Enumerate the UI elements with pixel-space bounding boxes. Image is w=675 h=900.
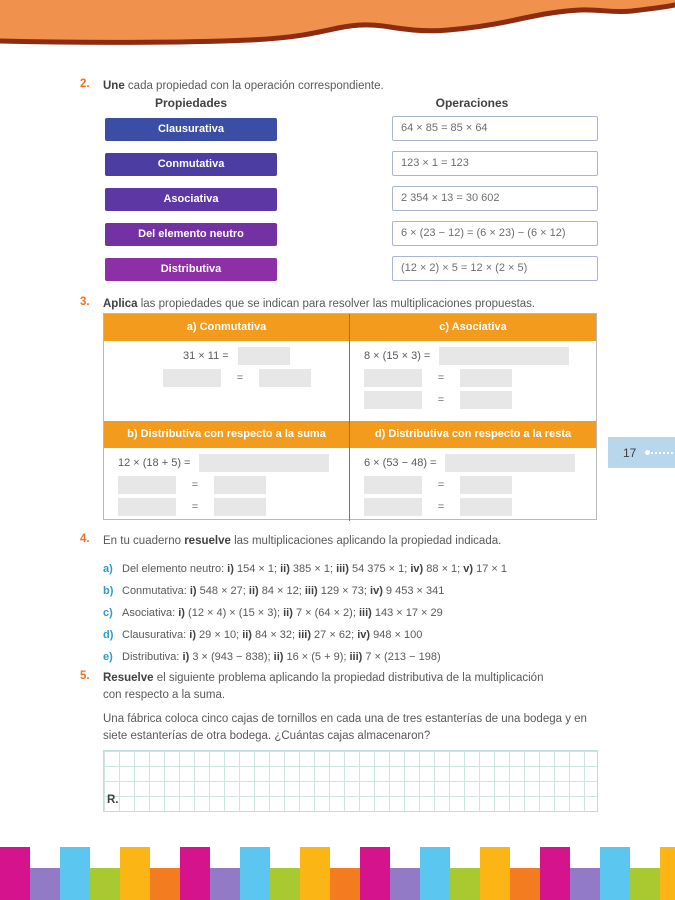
equals-sign: = (236, 372, 244, 384)
answer-grid (103, 750, 598, 812)
footer-bar (60, 847, 90, 900)
operations-column-title: Operaciones (435, 96, 509, 110)
footer-bar (270, 868, 300, 900)
property-button: Asociativa (105, 188, 277, 211)
equals-sign: = (437, 394, 445, 406)
item-text: Del elemento neutro: i) 154 × 1; ii) 385 × 1; iii) 54 375 × 1; iv) 88 × 1; v) 17 × 1 (122, 563, 508, 575)
answer-blank (199, 454, 329, 472)
answer-blank (163, 369, 221, 387)
item-letter: c) (103, 607, 113, 619)
item-text: Asociativa: i) (12 × 4) × (15 × 3); ii) 7 × (64 × 2); iii) 143 × 17 × 29 (122, 607, 443, 619)
footer-bar (570, 868, 600, 900)
item-letter: e) (103, 651, 113, 663)
footer-bar (390, 868, 420, 900)
exercise5-problem-text: Una fábrica coloca cinco cajas de tornillos en cada una de tres estanterías de una bodega y en siete estanterías de otra bodega. ¿Cuántas cajas almacenaron? (103, 713, 587, 742)
exercise5-intro: Resuelve el siguiente problema aplicando la propiedad distributiva de la multiplicación con respecto a la suma. (103, 672, 544, 701)
equation-row (350, 369, 596, 387)
equation-row (104, 476, 349, 494)
equation-row (104, 369, 349, 387)
item-text: Clausurativa: i) 29 × 10; ii) 84 × 32; iii) 27 × 62; iv) 948 × 100 (122, 629, 423, 641)
equation-row (104, 498, 349, 516)
answer-blank (460, 476, 512, 494)
equation-row (350, 391, 596, 409)
dotted-leader-line (651, 452, 673, 454)
item-letter: a) (103, 563, 113, 575)
spacer (118, 378, 154, 379)
item-letter: b) (103, 585, 114, 597)
operation-box: (12 × 2) × 5 = 12 × (2 × 5) (392, 256, 598, 281)
footer-bar (210, 868, 240, 900)
exercise2-number: 2. (80, 78, 90, 90)
property-button: Clausurativa (105, 118, 277, 141)
exercise4-item (103, 646, 608, 668)
exercise3-intro: Aplica las propiedades que se indican para resolver las multiplicaciones propuestas. (103, 298, 536, 310)
equation-row (350, 347, 596, 365)
exercise4-item (103, 602, 608, 624)
expression: 8 × (15 × 3) = (364, 350, 431, 362)
operation-box: 123 × 1 = 123 (392, 151, 598, 176)
table-header-b: b) Distributiva con respecto a la suma (104, 421, 350, 448)
equation-row (104, 347, 349, 365)
answer-blank (118, 498, 176, 516)
footer-bar (510, 868, 540, 900)
footer-bar (450, 868, 480, 900)
answer-blank (214, 498, 266, 516)
table-cell-c (350, 341, 596, 421)
table-header-d: d) Distributiva con respecto a la resta (350, 421, 596, 448)
footer-bar (150, 868, 180, 900)
footer-bar (630, 868, 660, 900)
footer-bar (330, 868, 360, 900)
answer-blank (364, 391, 422, 409)
properties-column-title: Propiedades (154, 96, 228, 110)
footer-bar (90, 868, 120, 900)
operation-box: 2 354 × 13 = 30 602 (392, 186, 598, 211)
equals-sign: = (437, 479, 445, 491)
exercise3-table (103, 313, 597, 520)
exercise4-number: 4. (80, 533, 90, 545)
exercise4-items (103, 558, 608, 668)
spacer (118, 356, 174, 357)
table-header-a: a) Conmutativa (104, 314, 350, 341)
exercise2-intro: Une cada propiedad con la operación correspondiente. (103, 80, 384, 92)
expression: 31 × 11 = (183, 350, 229, 362)
table-cell-d (350, 448, 596, 521)
exercise3-number: 3. (80, 296, 90, 308)
equation-row (350, 476, 596, 494)
operations-list (392, 116, 598, 291)
answer-blank (364, 369, 422, 387)
answer-blank (364, 476, 422, 494)
exercise4-item (103, 558, 608, 580)
footer-bar (0, 847, 30, 900)
exercise4-item (103, 580, 608, 602)
answer-blank (364, 498, 422, 516)
footer-bar (480, 847, 510, 900)
answer-blank (259, 369, 311, 387)
top-wave-decoration (0, 0, 675, 50)
equation-row (104, 454, 349, 472)
item-text: Conmutativa: i) 548 × 27; ii) 84 × 12; iii) 129 × 73; iv) 9 453 × 341 (122, 585, 445, 597)
footer-bar (120, 847, 150, 900)
footer-bar (360, 847, 390, 900)
page-number-tab (608, 437, 675, 468)
operation-box: 6 × (23 − 12) = (6 × 23) − (6 × 12) (392, 221, 598, 246)
answer-blank (214, 476, 266, 494)
equation-row (350, 498, 596, 516)
footer-bar (300, 847, 330, 900)
exercise4-intro: En tu cuaderno resuelve las multiplicaciones aplicando la propiedad indicada. (103, 535, 502, 547)
properties-list (105, 118, 277, 293)
answer-blank (460, 391, 512, 409)
expression: 12 × (18 + 5) = (118, 457, 191, 469)
dot-leader-icon (645, 450, 650, 455)
exercise5-number: 5. (80, 670, 90, 682)
footer-bar (420, 847, 450, 900)
page-number: 17 (623, 445, 637, 460)
answer-label: R. (107, 794, 119, 806)
equals-sign: = (437, 372, 445, 384)
item-text: Distributiva: i) 3 × (943 − 838); ii) 16 × (5 + 9); iii) 7 × (213 − 198) (122, 651, 441, 663)
table-cell-b (104, 448, 350, 521)
operation-box: 64 × 85 = 85 × 64 (392, 116, 598, 141)
footer-bar (540, 847, 570, 900)
table-cell-a (104, 341, 350, 421)
footer-bar (180, 847, 210, 900)
equals-sign: = (437, 501, 445, 513)
table-header-c: c) Asociativa (350, 314, 596, 341)
answer-blank (445, 454, 575, 472)
footer-decoration (0, 847, 675, 900)
equation-row (350, 454, 596, 472)
equals-sign: = (191, 501, 199, 513)
property-button: Del elemento neutro (105, 223, 277, 246)
answer-blank (238, 347, 290, 365)
answer-blank (460, 369, 512, 387)
answer-blank (460, 498, 512, 516)
property-button: Distributiva (105, 258, 277, 281)
item-letter: d) (103, 629, 114, 641)
footer-bar (240, 847, 270, 900)
exercise4-item (103, 624, 608, 646)
footer-bar (600, 847, 630, 900)
property-button: Conmutativa (105, 153, 277, 176)
footer-bar (30, 868, 60, 900)
answer-blank (118, 476, 176, 494)
equals-sign: = (191, 479, 199, 491)
expression: 6 × (53 − 48) = (364, 457, 437, 469)
answer-blank (439, 347, 569, 365)
footer-bar (660, 847, 675, 900)
